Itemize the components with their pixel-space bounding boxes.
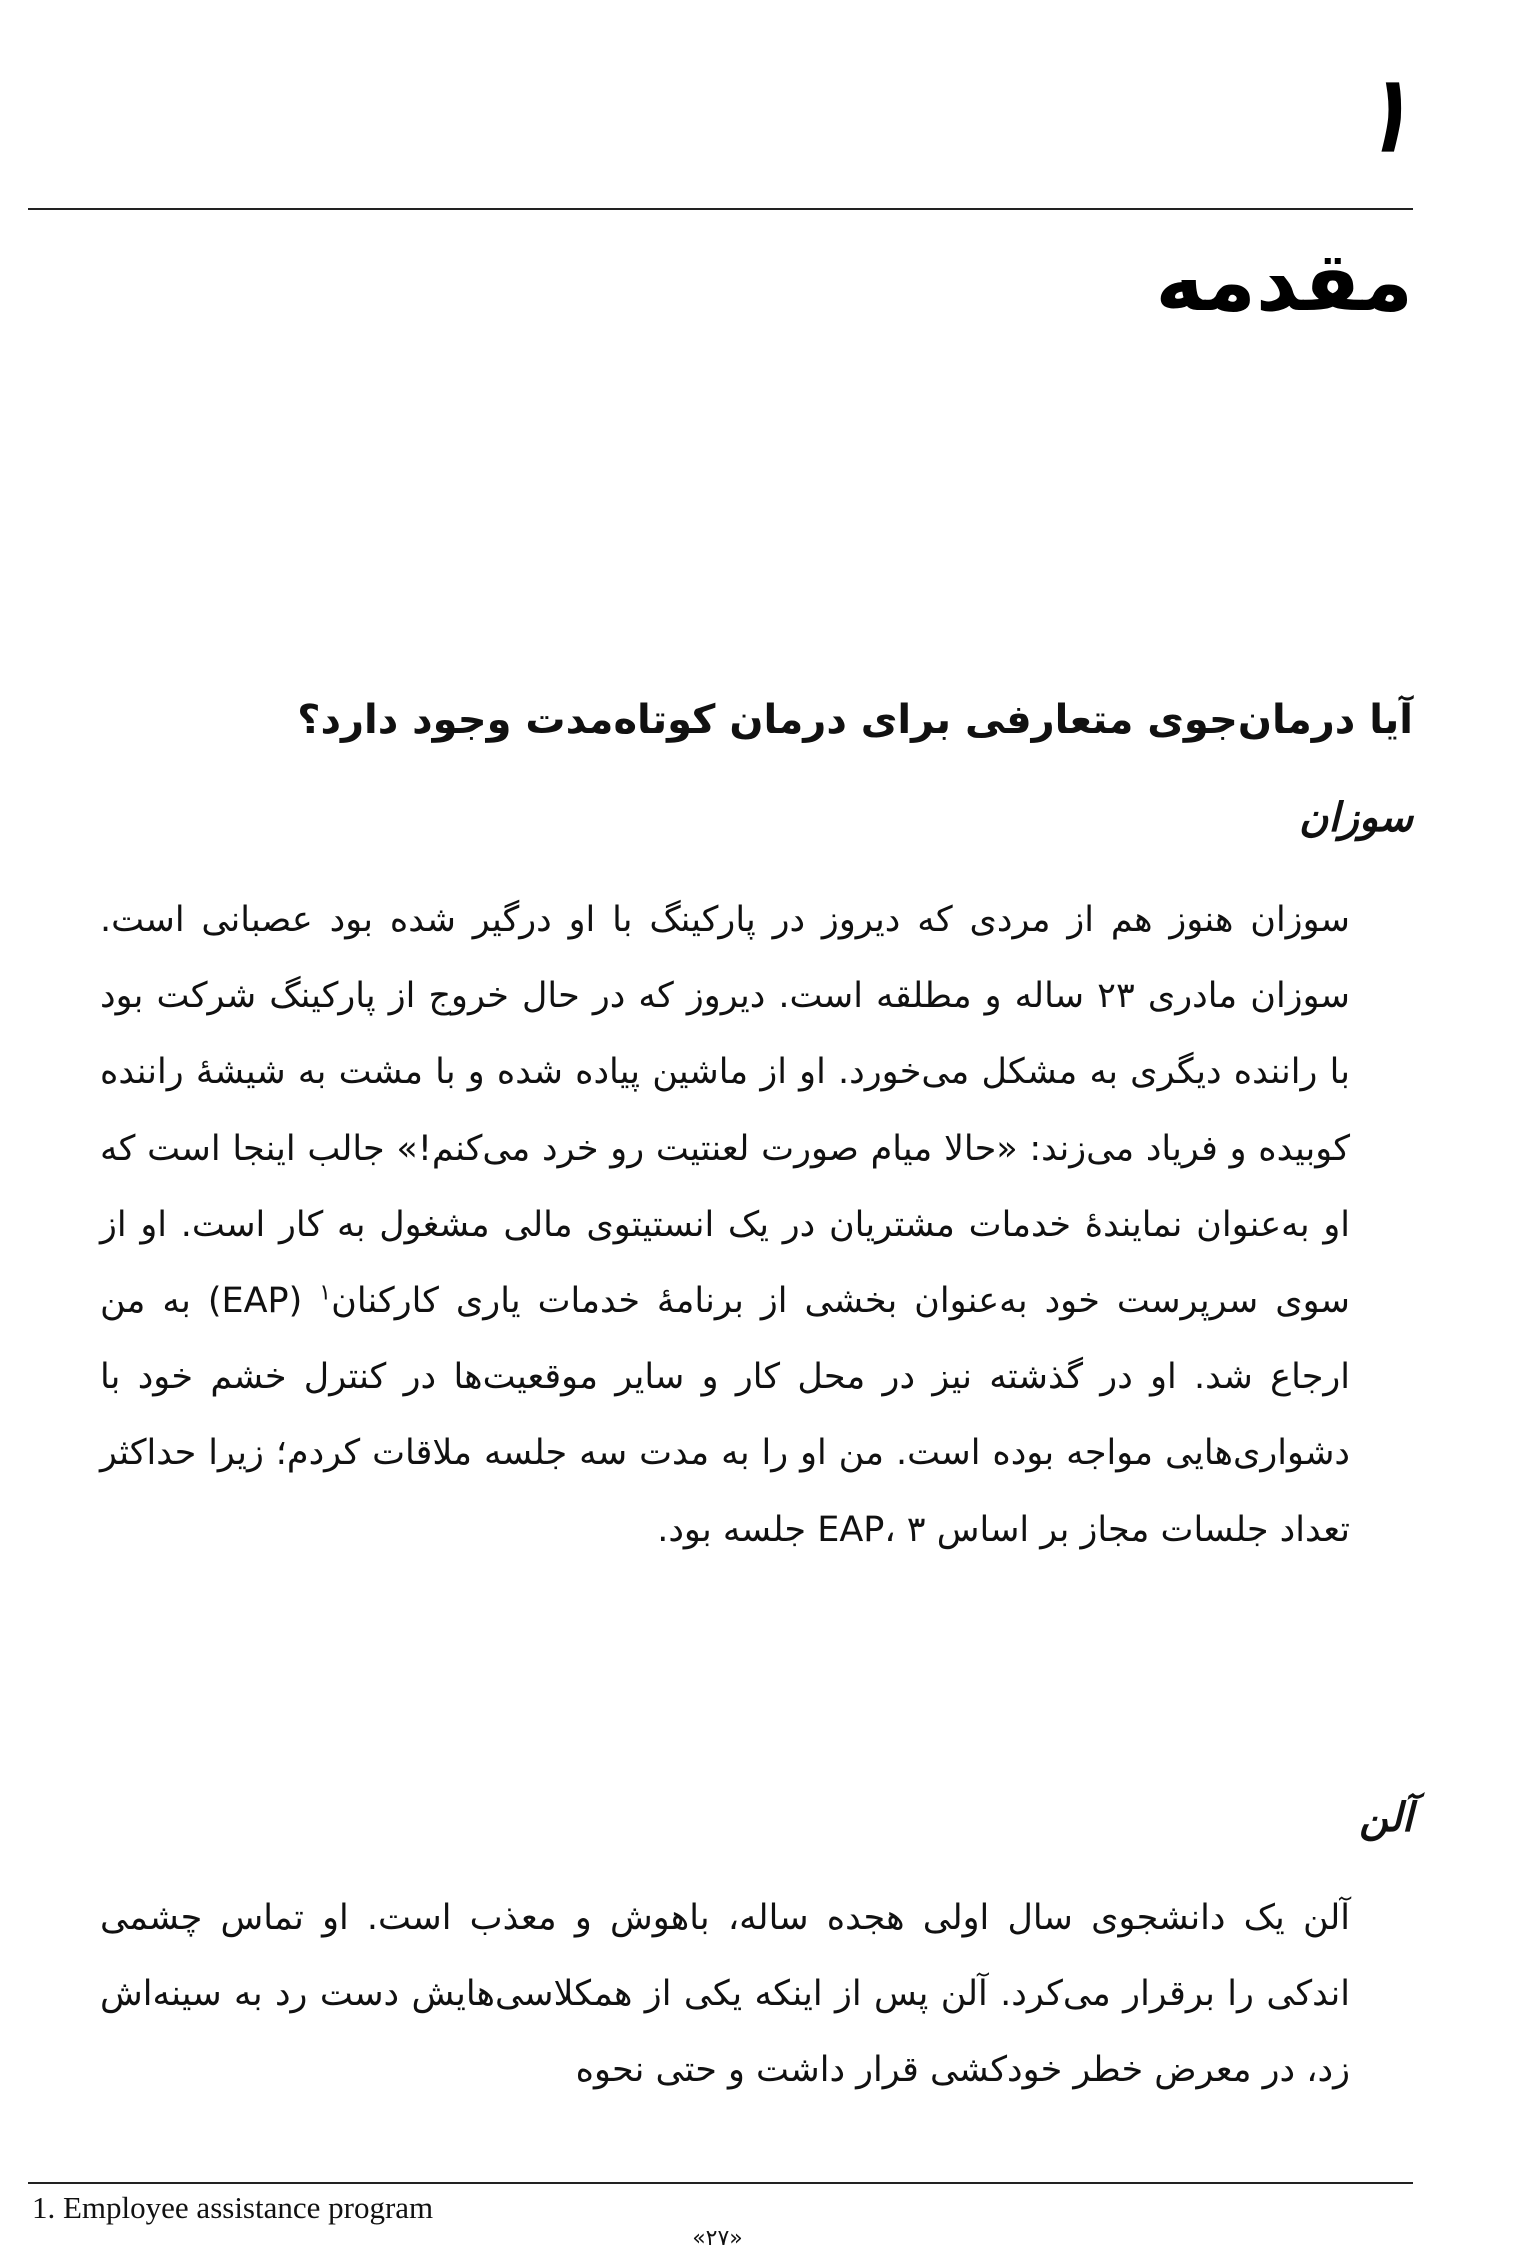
case-heading-alan: آلن [1359, 1795, 1413, 1841]
footnote-text: 1. Employee assistance program [32, 2190, 434, 2225]
case-text-suzan: سوزان هنوز هم از مردی که دیروز در پارکینگ با او درگیر شده بود عصبانی است. سوزان مادری ۲۳ ساله و مطلقه است. دیروز که در حال خروج از پارکینگ شرکت بود با راننده دیگری به مشکل می‌خورد. او از ماشین پیاده شده و با مشت به شیشهٔ راننده کوبیده و فریاد می‌زند: «حالا میام صورت لعنتیت رو خرد می‌کنم!» جالب اینجا است که او به‌عنوان نمایندهٔ خدمات مشتریان در یک انستیتوی مالی مشغول به کار است. او از سوی سرپرست خود به‌عنوان بخشی از برنامهٔ خدمات یاری کارکنان [100, 900, 1351, 1322]
section-heading: آیا درمان‌جوی متعارفی برای درمان کوتاه‌مدت وجود دارد؟ [297, 697, 1413, 743]
case-heading-suzan: سوزان [1299, 795, 1413, 841]
page-number: «۲۷» [692, 2226, 743, 2251]
footnote-divider [28, 2182, 1413, 2184]
chapter-number: ۱ [1357, 53, 1413, 175]
case-paragraph-suzan [100, 882, 1350, 1568]
chapter-title: مقدمه [1155, 235, 1413, 330]
case-paragraph-alan: آلن یک دانشجوی سال اولی هجده ساله، باهوش و معذب است. او تماس چشمی اندکی را برقرار می‌کرد. آلن پس از اینکه یکی از همکلاسی‌هایش دست رد به سینه‌اش زد، در معرض خطر خودکشی قرار داشت و حتی نحوه [100, 1898, 1350, 2091]
footnote-marker: ۱ [319, 1280, 332, 1306]
chapter-header-divider [28, 208, 1413, 210]
case-text-suzan-continued: (EAP) به من ارجاع شد. او در گذشته نیز در محل کار و سایر موقعیت‌ها در کنترل خشم خود با دشواری‌هایی مواجه بوده است. من او را به مدت سه جلسه ملاقات کردم؛ زیرا حداکثر تعداد جلسات مجاز بر اساس EAP، ۳ جلسه بود. [100, 1281, 1350, 1550]
